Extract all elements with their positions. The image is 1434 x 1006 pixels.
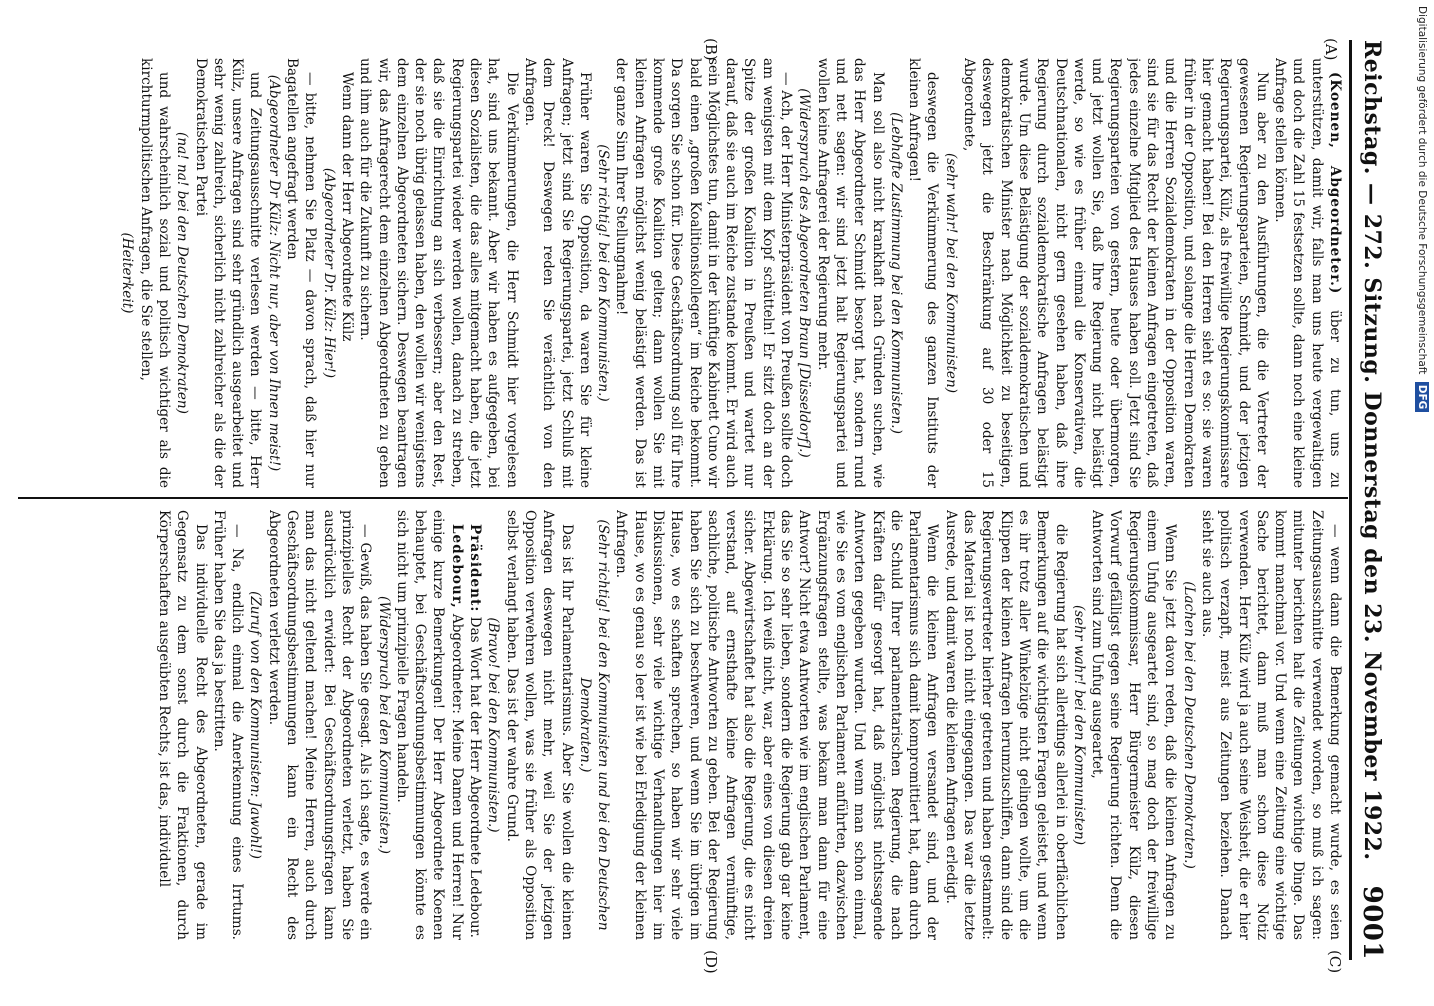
interjection: (Abgeordneter Dr Külz: Nicht nur, aber von Ihnen meist!): [265, 74, 282, 472]
paragraph-text: Das ist Ihr Parlamentarismus. Aber Sie wollen die kleinen Anfragen deswegen nicht mehr, weil Sie der jetzigen Opposition verwehren wollen, was sie früher als Opposition selbst verlangt haben. Das ist der wahre Grund.: [503, 510, 575, 940]
paragraph-text: über zu tun, uns zu unterstützen, damit wir, falls man uns heute vergewaltigen und doch die Zahl 15 festsetzen sollte, dann noch eine kleine Anfrage stellen können.: [1272, 58, 1343, 488]
paragraph: [210, 510, 247, 940]
paragraph: [612, 58, 795, 488]
paragraph-text: Wenn die kleinen Anfragen versandet sind, und der Parlamentarismus sich damit kompromittiert hat, dann durch die Schuld Ihrer parlamentarischen Regierung, die nach Kräften dafür gesorgt hat, daß möglichst nichtssagende Antworten gegeben wurden. Und wenn man schon einmal, wie Sie es vom englischen Parlament anführten, dazwischen Ergänzungsfragen stellte, was bekam man dann für eine Antwort? Nicht etwa Antworten wie im englischen Parlament, das Sie so sehr lieben, sondern die Regierung gab gar keine Erklärung. Ich weiß nicht, war, aber eines von diesen dreien sicher. Abgewirtschaftet hat also die Regierung, die es nicht verstand, auf ernsthafte kleine Anfragen vernünftige, sachliche, politische Antworten zu geben. Bei der Regierung haben Sie sich zu beschweren, und wenn Sie im übrigen im Hause, wo es schaften sprechen, so haben wir sehr viele Diskussionen, sehr viele wichtige Verhandlungen hier im Hause, wo es genau so leer ist wie bei Erledigung der kleinen Anfragen.: [613, 510, 941, 940]
interjection: (Sehr richtig! bei den Kommunisten und bei den Deutschen Demokraten.): [576, 519, 612, 931]
paragraph: [466, 510, 484, 940]
interjection: (sehr wahr! bei den Kommunisten): [1070, 604, 1087, 846]
paragraph: [136, 58, 173, 488]
interjection: (Bravo! bei den Kommunisten.): [485, 617, 502, 833]
running-title: Reichstag. — 272. Sitzung. Donnerstag den 23. November 1922.: [1359, 40, 1385, 861]
paragraph-text: Früher waren Sie Opposition, da waren Sie für kleine Anfragen; jetzt sind Sie Regierungspartei, jetzt Schluß mit dem Dreck! Deswegen reden Sie verächtlich von den Anfragen.: [521, 58, 593, 488]
paragraph-text: Das individuelle Recht des Abgeordneten, gerade im Gegensatz zu dem sonst durch die Fraktionen, durch Körperschaften ausgeübten Rechts, ist das, individuell: [156, 510, 209, 940]
paragraph-text: Wenn dann der Herr Abgeordnete Külz: [338, 72, 355, 342]
paragraph-text: und Zeitungsausschnitte verlesen werden — bitte, Herr Külz, unsere Anfragen sind sehr gründlich ausgearbeitet und sehr wenig zahlreich, sicherlich nicht zahlreicher als die der Demokratischen Partei: [192, 58, 264, 488]
interjection: (na! na! bei den Deutschen Demokraten): [174, 132, 191, 414]
speaker-name: Präsident:: [467, 524, 484, 613]
digitization-note: Digitalisierung gefördert durch die Deutsche Forschungsgemeinschaft: [1416, 6, 1428, 375]
digitization-strip: [1410, 0, 1434, 1000]
paragraph: [612, 510, 941, 940]
paragraph: [502, 510, 575, 940]
dfg-logo: DFG: [1415, 382, 1429, 413]
interjection: (Zuruf von den Kommunisten: Jawohl!): [247, 591, 264, 859]
paragraph: [813, 58, 886, 488]
paragraph-text: — Na, endlich einmal die Anerkennung eines Irrtums. Früher haben Sie das ja bestritten.: [210, 510, 246, 940]
left-column: [24, 58, 1344, 488]
paragraph-text: und wahrscheinlich sozial und politisch wichtiger als die kirchturmpolitischen Anfragen, die Sie stellen,: [137, 58, 172, 488]
paragraph: [283, 58, 320, 488]
paragraph: [1271, 58, 1344, 488]
margin-letter-d: (D): [702, 950, 720, 974]
paragraph-text: Wenn Sie jetzt davon reden, daß die kleinen Anfragen zu einem Unfug ausgeartet sind, so mag doch der freiwillige Regierungskommissar, Herr Bürgermeister Külz, diesen Vorwurf gefälligst gegen seine Regierung richten. Denn die Antworten sind zum Unfug ausgeartet,: [1089, 510, 1179, 940]
digitization-note-wrap: [1410, 0, 1434, 1006]
paragraph: [264, 510, 374, 940]
paragraph-text: — Ach, der Herr Ministerpräsident von Preußen sollte doch am wenigsten mit dem Kopf schütteln! Er sitzt doch an der Spitze der großen Koalition in Preußen und wartet nur darauf, daß sie auch im Reiche zustande kommt. Er wird auch sein Möglichstes tun, damit in der künftige Kabinett Cuno wir bald einen „großen Koalitionskollegen“ im Reiche bekommt. Da sorgen Sie schon für. Diese Geschäftsordnung soll für Ihre kommende große Koalition gelten; dann wollen Sie mit kleinen Anfragen möglichst wenig belästigt werden. Das ist der ganze Sinn Ihrer Stellungnahme!: [613, 58, 795, 488]
interjection: (Heiterkeit): [119, 232, 136, 314]
paragraph: [191, 58, 264, 488]
interjection: (Widerspruch bei den Kommunisten.): [375, 596, 392, 854]
paragraph: [338, 58, 356, 488]
interjection: (Sehr richtig! bei den Kommunisten.): [595, 144, 612, 402]
paragraph-text: Die Verkümmerungen, die Herr Schmidt hier vorgelesen hat, sind uns bekannt. Aber wir haben es aufgegeben, bei diesen Sozialisten, die das alles mitgemacht haben, die jetzt Regierungspartei wieder werden wollen, danach zu streben, daß sie die Einrichtung an sich verbessern; aber den Rest, der sie noch übrig gelassen haben, den wollen wir wenigstens dem einzelnen Abgeordneten sichern. Deswegen beantragen wir, das Anfragerecht dem einzelnen Abgeordneten zu geben und ihm auch für die Zukunft zu sichern.: [357, 58, 520, 488]
header-rule: [1349, 40, 1352, 960]
margin-letter-a: (A): [1322, 38, 1340, 61]
paragraph-text: — bitte, nehmen Sie Platz — davon sprach, daß hier nur Bagatellen angefragt werden: [284, 58, 319, 488]
interjection: (Lebhafte Zustimmung bei den Kommunisten.): [887, 112, 904, 434]
paragraph-text: die Regierung hat sich allerdings allerlei in oberflächlichen Bemerkungen auf die wichtigsten Fragen geleistet, und wenn es ihr trotz aller Winkelzüge nicht gelingen wollte, um die Klippen der kleinen Anfragen herumzuschiffen, dann sind die Regierungsvertreter hierher getreten und haben gestammelt: das Material ist noch nicht eingegangen. Das war die letzte Ausrede, und damit waren die kleinen Anfragen erledigt.: [942, 510, 1069, 940]
speaker-name: (Koenen, Abgeordneter.): [1327, 72, 1343, 295]
paragraph: [393, 510, 466, 940]
paragraph: [941, 510, 1069, 940]
speaker-name: Ledebour,: [448, 524, 465, 609]
right-column: [24, 510, 1344, 940]
paragraph: [1088, 510, 1179, 940]
column-divider: [18, 497, 1348, 499]
paragraph: [905, 58, 942, 488]
paragraph-text: — Gewiß, das haben Sie gesagt. Als ich sagte, es werde ein prinzipielles Recht der Abgeordneten verletzt, haben Sie ausdrücklich erwidert: Bei Geschäftsordnungsfragen kann man das nicht geltend machen! Meine Herren, auch durch Geschäftsordnungsbestimmungen kann ein Recht des Abgeordneten verletzt werden.: [265, 510, 374, 940]
paragraph: [356, 58, 521, 488]
paragraph-text: Nun aber zu den Ausführungen, die die Vertreter der gewesenen Regierungsparteien, Schmidt, und der jetzigen Regierungspartei, Külz, als freiwillige Regierungskommissare hier gemacht haben! Bei den Herren sieht es so: sie waren früher in der Opposition, und solange die Herren Demokraten und die Herren Sozialdemokraten in der Opposition waren, sind sie für das Recht der kleinen Anfragen eingetreten, daß jedes einzelne Mitglied des Hauses haben soll. Jetzt sind Sie Regierungsparteien von gestern, heute oder übermorgen, und jetzt wollen Sie, daß Ihre Regierung nicht belästigt werde, so wie es früher einmal die Konservativen, die Deutschnationalen, nicht gern gesehen haben, daß ihre Regierung durch sozialdemokratische Anfragen belästigt wurde. Um diese Belästigung der sozialdemokratischen und demokratischen Minister nach Möglichkeit zu beseitigen, deswegen jetzt die Beschränkung auf 30 oder 15 Abgeordnete,: [961, 58, 1270, 488]
paragraph-text: Abgeordneter: Meine Damen und Herren! Nur einige kurze Bemerkungen! Der Herr Abgeordnete Koenen behauptet, bei Geschäftsordnungsbestimmungen könnte es sich nicht um prinzipielle Fragen handeln.: [393, 510, 465, 940]
page-header: [1352, 40, 1392, 960]
paragraph: [155, 510, 210, 940]
paragraph: [521, 58, 594, 488]
interjection: (Widerspruch des Abgeordneten Braun [Düsseldorf].): [796, 88, 813, 458]
interjection: (Lachen bei den Deutschen Demokraten.): [1180, 581, 1197, 869]
paragraph: [1198, 510, 1344, 940]
paragraph-text: — wenn dann die Bemerkung gemacht wurde, es seien Zeitungsausschnitte verwendet worden, so muß ich sagen: mitunter berichten halt die Zeitungen wichtige Dinge. Das kommt manchmal vor. Und wenn eine Zeitung eine wichtige Sache berichtet, dann muß man schon diese Notiz verwenden. Herr Külz wird ja auch seine Weisheit, die er hier politisch verzapft, meist aus Zeitungen beziehen. Danach sieht sie auch aus.: [1198, 510, 1343, 940]
margin-letter-b: (B): [702, 38, 720, 61]
paragraph: [960, 58, 1271, 488]
interjection: (Abgeordneter Dr. Külz: Hier!): [320, 167, 337, 379]
page-number: 9001: [1357, 885, 1387, 960]
interjection: (sehr wahr! bei den Kommunisten): [942, 152, 959, 394]
paragraph-text: Das Wort hat der Herr Abgeordnete Ledebour.: [467, 612, 484, 938]
paragraph-text: deswegen die Verkümmerung des ganzen Instituts der kleinen Anfragen!: [906, 58, 941, 488]
margin-letter-c: (C): [1326, 950, 1344, 974]
paragraph-text: Man soll also nicht krankhaft nach Gründen suchen, wie das Herr Abgeordneter Schmidt besorgt hat, sondern rund und nett sagen: wir sind jetzt halt Regierungspartei und wollen keine Anfragerei der Regierung mehr.: [814, 58, 886, 488]
